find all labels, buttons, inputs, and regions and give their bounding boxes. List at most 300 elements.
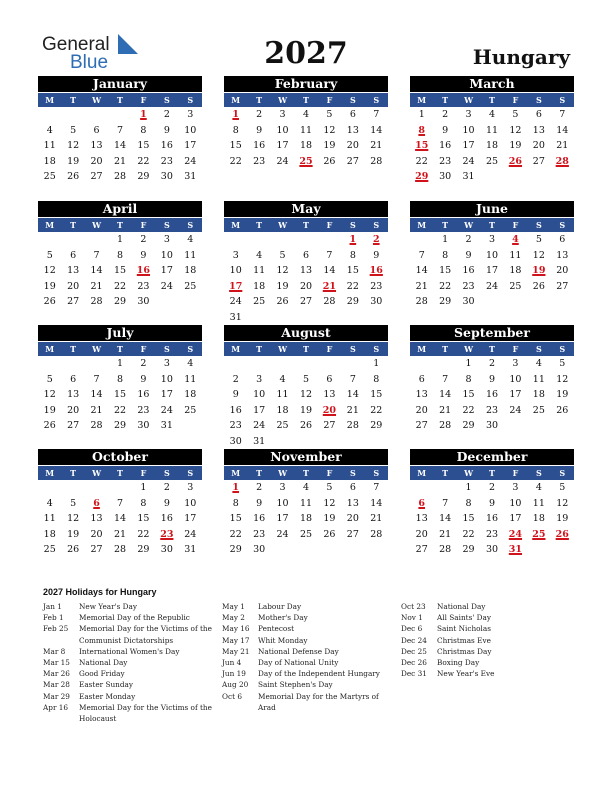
weekday-label: T [256,344,263,354]
weekday-label: F [140,220,147,230]
day-cell: 8 [465,373,472,385]
day-cell: 10 [253,389,266,401]
day-cell: 29 [229,544,242,556]
day-cell: 3 [256,373,263,385]
day-cell: 27 [323,420,336,432]
weekday-label: W [92,220,102,230]
day-cell: 19 [276,280,289,292]
weekday-label: T [70,220,77,230]
day-cell: 23 [439,155,452,167]
holiday-day-cell: 8 [418,124,426,136]
empty-day-cell [224,356,247,372]
day-cell: 16 [137,389,150,401]
day-cell: 17 [184,513,197,525]
day-cell: 16 [229,404,242,416]
holiday-entry [43,612,213,623]
day-cell: 4 [187,234,194,245]
holiday-day-cell: 24 [508,528,523,540]
weekday-label: S [373,220,380,230]
holiday-entry [222,623,387,634]
day-grid [410,107,574,185]
holiday-date: Dec 6 [401,624,423,634]
weekday-label: S [187,468,194,478]
holiday-date: Aug 20 [222,680,249,690]
empty-day-cell [433,480,456,496]
day-cell: 23 [485,528,499,540]
holiday-entry [43,601,213,612]
month-name: February [224,76,388,92]
holiday-name: Saint Nicholas [437,624,491,634]
month-name: April [38,201,202,217]
day-cell: 11 [299,497,313,509]
day-cell: 12 [556,373,569,385]
day-cell: 28 [323,296,336,308]
day-cell: 26 [556,404,569,416]
day-cell: 28 [370,528,383,540]
country-name: Hungary [472,45,570,69]
day-cell: 16 [160,513,173,525]
weekday-label: W [92,95,102,105]
day-cell: 12 [299,389,313,401]
holiday-name: Whit Monday [258,635,308,645]
day-cell: 7 [442,373,449,385]
day-cell: 21 [370,140,383,152]
month-november [224,449,388,558]
day-cell: 20 [556,265,569,277]
month-name: June [410,201,574,217]
day-cell: 20 [67,280,80,292]
day-cell: 5 [279,249,286,261]
day-cell: 26 [323,155,336,167]
holiday-name: Mother's Day [258,613,308,623]
holidays-title: 2027 Holidays for Hungary [43,587,157,597]
day-cell: 14 [439,513,452,525]
holiday-entry [401,646,551,657]
weekday-header [224,466,388,480]
day-cell: 17 [509,389,522,401]
day-cell: 13 [532,124,545,136]
holiday-name: National Day [79,658,128,668]
day-cell: 12 [509,124,522,136]
day-cell: 9 [442,124,449,136]
holiday-entry [401,612,551,623]
day-cell: 8 [232,497,239,509]
weekday-label: S [349,344,356,354]
day-cell: 25 [184,404,197,416]
weekday-label: F [326,468,333,478]
empty-day-cell [294,356,317,372]
holiday-entry [401,668,551,679]
day-cell: 22 [229,155,242,167]
day-cell: 19 [67,528,80,540]
day-cell: 10 [509,373,522,385]
day-cell: 26 [276,296,289,308]
day-cell: 24 [160,404,173,416]
weekday-label: W [278,468,288,478]
day-cell: 5 [302,373,310,385]
month-name: May [224,201,388,217]
day-cell: 30 [229,435,242,447]
month-name: November [224,449,388,465]
weekday-label: T [70,468,77,478]
weekday-label: T [489,95,495,105]
weekday-label: W [92,468,102,478]
day-cell: 20 [415,404,428,416]
day-cell: 19 [299,404,313,416]
day-cell: 25 [299,528,313,540]
day-cell: 8 [349,249,356,261]
day-cell: 31 [229,311,242,323]
weekday-label: S [535,468,542,478]
holiday-date: Mar 8 [43,646,66,656]
day-cell: 7 [442,497,449,509]
day-cell: 23 [160,155,173,167]
weekday-label: T [442,95,449,105]
day-cell: 8 [116,373,124,385]
day-cell: 26 [532,280,545,292]
day-cell: 12 [323,497,336,509]
empty-day-cell [410,356,433,372]
weekday-header [224,342,388,356]
holiday-day-cell: 1 [140,109,147,120]
weekday-label: M [45,344,55,354]
day-cell: 2 [140,358,147,369]
day-cell: 1 [465,358,472,369]
day-cell: 1 [373,358,380,369]
day-cell: 14 [90,265,103,277]
weekday-label: F [140,468,147,478]
day-cell: 7 [93,373,100,385]
day-cell: 28 [439,420,452,432]
day-cell: 26 [299,420,313,432]
day-cell: 24 [160,280,173,292]
day-cell: 9 [488,373,496,385]
empty-day-cell [294,232,317,248]
day-cell: 15 [137,513,150,525]
day-cell: 27 [346,528,359,540]
weekday-label: M [45,220,55,230]
day-cell: 1 [465,482,472,493]
weekday-label: S [187,344,194,354]
month-february [224,76,388,169]
day-cell: 18 [509,265,522,277]
holiday-name: Christmas Eve [437,635,491,645]
holiday-name: National Day [437,602,486,611]
day-cell: 26 [323,528,336,540]
day-cell: 5 [535,234,542,245]
holiday-date: Mar 26 [43,669,70,679]
weekday-label: T [256,468,263,478]
day-cell: 8 [373,373,380,385]
weekday-label: S [163,95,170,105]
day-cell: 9 [373,249,380,261]
day-cell: 12 [323,124,336,136]
day-cell: 14 [323,265,336,277]
day-cell: 4 [256,249,263,261]
day-cell: 4 [488,109,496,120]
day-cell: 24 [184,528,197,540]
day-cell: 8 [442,249,449,261]
day-cell: 20 [90,528,103,540]
weekday-label: S [349,220,356,230]
holiday-entry [222,601,387,612]
day-cell: 12 [43,389,56,401]
day-cell: 30 [485,544,499,556]
holiday-date: Dec 31 [401,669,427,679]
day-cell: 25 [43,544,56,556]
day-cell: 10 [160,373,173,385]
holiday-name: All Saints' Day [437,613,491,623]
day-cell: 2 [232,373,239,385]
holiday-day-cell: 2 [372,234,380,245]
day-cell: 13 [346,497,359,509]
day-grid [38,480,202,558]
day-cell: 29 [346,296,359,308]
day-cell: 27 [299,296,313,308]
weekday-header [410,218,574,232]
day-cell: 6 [326,373,333,385]
day-cell: 30 [485,420,499,432]
day-cell: 10 [276,497,289,509]
day-cell: 25 [485,155,499,167]
day-cell: 28 [90,296,103,308]
weekday-label: T [489,468,495,478]
day-cell: 6 [418,373,425,385]
day-cell: 15 [137,140,150,152]
day-cell: 2 [163,482,170,493]
holiday-date: Jan 1 [43,602,62,611]
weekday-label: W [92,344,102,354]
day-cell: 18 [253,280,266,292]
day-cell: 22 [370,404,383,416]
holiday-name: International Women's Day [79,646,180,656]
weekday-label: M [231,220,241,230]
day-cell: 22 [346,280,359,292]
day-cell: 20 [346,513,359,525]
day-cell: 30 [160,171,173,183]
day-cell: 15 [462,389,475,401]
day-cell: 3 [187,482,194,493]
day-cell: 5 [559,358,566,369]
holiday-day-cell: 21 [322,280,337,292]
empty-day-cell [108,107,131,123]
day-grid [410,356,574,434]
weekday-label: F [326,220,333,230]
day-cell: 22 [137,155,150,167]
holiday-name: Memorial Day for the Martyrs of Arad [258,691,379,712]
day-cell: 17 [276,513,289,525]
holiday-entry [222,635,387,646]
empty-day-cell [38,356,61,372]
day-cell: 5 [326,482,333,493]
day-cell: 2 [163,109,170,120]
month-march [410,76,574,185]
day-cell: 1 [140,482,147,493]
weekday-label: T [70,95,77,105]
weekday-label: S [349,95,356,105]
day-cell: 18 [299,140,313,152]
month-october [38,449,202,558]
day-cell: 29 [137,544,150,556]
day-cell: 13 [556,249,569,261]
day-cell: 7 [326,249,333,261]
month-january [38,76,202,185]
holiday-date: May 16 [222,624,250,634]
day-cell: 24 [276,155,289,167]
day-cell: 11 [299,124,313,136]
day-cell: 17 [485,265,499,277]
day-cell: 9 [465,249,472,261]
month-name: August [224,325,388,341]
day-cell: 28 [113,544,127,556]
day-cell: 9 [256,124,263,136]
holiday-date: Dec 24 [401,635,427,645]
holiday-entry [43,646,213,657]
weekday-label: T [117,220,123,230]
day-cell: 20 [346,140,359,152]
weekday-header [38,218,202,232]
day-cell: 12 [43,265,56,277]
holiday-entry [43,679,213,690]
empty-day-cell [271,356,294,372]
day-cell: 6 [70,249,77,261]
day-cell: 19 [67,155,80,167]
empty-day-cell [85,480,108,496]
holiday-name: Boxing Day [437,658,480,668]
weekday-label: T [489,220,495,230]
day-grid [38,232,202,310]
holiday-name: New Year's Eve [437,669,495,679]
holiday-name: New Year's Day [79,602,138,611]
day-cell: 18 [43,528,56,540]
day-cell: 23 [137,280,150,292]
day-cell: 4 [187,358,194,369]
holiday-name: Easter Monday [79,691,136,701]
weekday-header [38,342,202,356]
day-cell: 8 [465,497,472,509]
day-cell: 3 [163,234,170,245]
day-cell: 19 [43,280,56,292]
day-cell: 20 [299,280,313,292]
weekday-label: W [464,468,474,478]
day-cell: 14 [370,497,383,509]
weekday-label: M [417,344,427,354]
empty-day-cell [61,356,84,372]
holiday-day-cell: 23 [160,528,174,540]
day-grid [224,232,388,326]
day-cell: 11 [43,513,56,525]
holiday-date: Mar 15 [43,658,70,668]
day-cell: 25 [43,171,56,183]
day-cell: 12 [276,265,289,277]
day-cell: 31 [462,171,475,183]
day-cell: 7 [373,109,380,120]
day-cell: 5 [559,482,566,493]
day-cell: 14 [439,389,452,401]
weekday-label: W [464,95,474,105]
day-cell: 29 [113,296,127,308]
day-cell: 8 [116,249,124,261]
day-cell: 15 [439,265,452,277]
day-cell: 20 [67,404,80,416]
holiday-day-cell: 15 [415,140,429,152]
weekday-header [224,93,388,107]
day-cell: 24 [229,296,242,308]
day-cell: 9 [140,249,147,261]
day-cell: 13 [323,389,336,401]
holiday-day-cell: 4 [512,234,519,245]
day-cell: 25 [276,420,289,432]
day-cell: 6 [93,124,100,136]
day-cell: 9 [140,373,147,385]
day-cell: 21 [346,404,359,416]
holiday-entry [401,601,551,612]
day-grid [224,480,388,558]
day-cell: 27 [90,544,103,556]
day-cell: 23 [370,280,383,292]
day-cell: 6 [349,482,356,493]
day-cell: 16 [462,265,475,277]
day-cell: 15 [462,513,475,525]
day-cell: 24 [253,420,266,432]
weekday-label: F [512,95,519,105]
day-cell: 6 [302,249,310,261]
holiday-day-cell: 16 [369,265,383,277]
empty-day-cell [318,356,341,372]
weekday-label: S [187,220,194,230]
day-cell: 12 [67,513,80,525]
month-august [224,325,388,450]
day-cell: 8 [232,124,239,136]
holiday-name: Memorial Day for the Victims of the Communist Dictatorships [79,624,212,645]
empty-day-cell [271,232,294,248]
day-cell: 28 [346,420,359,432]
day-cell: 28 [439,544,452,556]
empty-day-cell [247,356,270,372]
day-cell: 18 [485,140,499,152]
holiday-entry [43,623,213,645]
day-cell: 13 [90,513,103,525]
day-cell: 30 [160,544,173,556]
day-cell: 5 [70,497,77,509]
day-cell: 11 [276,389,289,401]
day-cell: 23 [253,528,266,540]
weekday-label: T [256,95,263,105]
day-cell: 25 [253,296,266,308]
day-cell: 5 [46,373,53,385]
holiday-date: May 1 [222,602,245,611]
day-cell: 3 [465,109,472,120]
weekday-label: M [231,344,241,354]
day-cell: 26 [43,296,56,308]
weekday-label: T [70,344,77,354]
day-cell: 29 [137,171,150,183]
holiday-date: Nov 1 [401,613,423,623]
holiday-entry [43,657,213,668]
day-cell: 9 [163,497,170,509]
empty-day-cell [108,480,131,496]
day-cell: 15 [370,389,383,401]
day-cell: 7 [373,482,380,493]
day-cell: 14 [346,389,359,401]
weekday-label: S [559,344,566,354]
weekday-label: S [559,95,566,105]
day-cell: 21 [113,155,127,167]
holiday-entry [222,679,387,690]
weekday-label: S [373,344,380,354]
day-cell: 1 [116,234,124,245]
day-cell: 21 [415,280,428,292]
